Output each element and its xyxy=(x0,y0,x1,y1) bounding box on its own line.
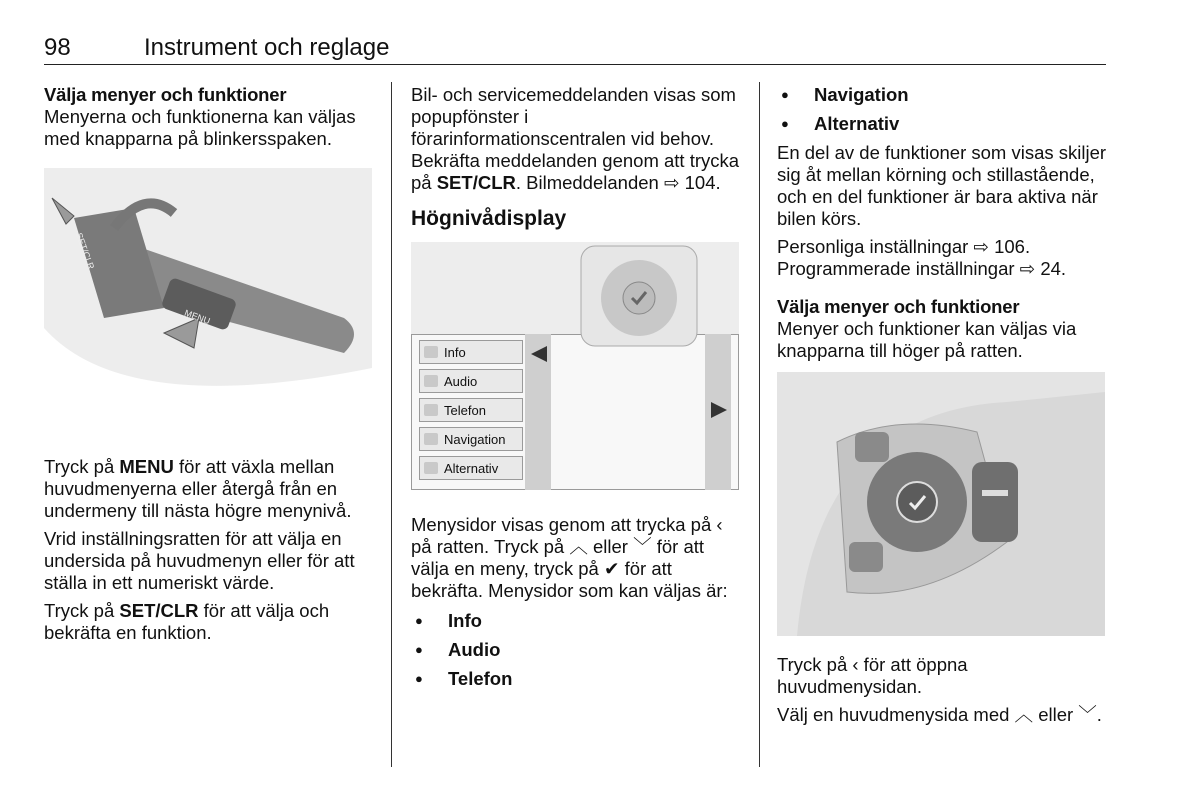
page-number: 98 xyxy=(44,34,71,61)
set-clr-label: SET/CLR xyxy=(73,231,97,271)
paragraph: Menysidor visas genom att trycka på ‹ på ratten. Tryck på ︿ eller ﹀ för att välja en meny, tryck på ✔ för att bekräfta. Menysidor som kan väljas är: xyxy=(411,514,728,601)
list-item: ● Navigation xyxy=(777,84,1107,106)
high-level-display-figure xyxy=(411,242,739,490)
paragraph: Tryck på MENU för att växla mellan huvudmenyerna eller återgå från en undermeny till nästa högre menynivå. xyxy=(44,456,352,521)
set-clr-button-ref: SET/CLR xyxy=(119,600,199,621)
display-menu-item: Info xyxy=(419,340,523,364)
steering-wheel-figure xyxy=(777,372,1105,636)
section-heading: Högnivådisplay xyxy=(411,207,567,230)
lever-illustration xyxy=(44,168,372,436)
paragraph: Personliga inställningar ⇨ 106. Programmerade inställningar ⇨ 24. xyxy=(777,236,1067,279)
display-menu-item: Navigation xyxy=(419,427,523,451)
paragraph: Vrid inställningsratten för att välja en undersida på huvudmenyn eller för att ställa in ett numeriskt värde. xyxy=(44,528,355,593)
arrow-ref-icon: ⇨ xyxy=(663,172,685,193)
column-divider xyxy=(759,82,760,767)
display-graphics xyxy=(411,242,739,490)
column-divider xyxy=(391,82,392,767)
display-menu-item: Alternativ xyxy=(419,456,523,480)
page-header xyxy=(44,30,1106,65)
paragraph: Tryck på SET/CLR för att välja och bekräfta en funktion. xyxy=(44,600,330,643)
list-item: ● Alternativ xyxy=(777,113,1107,135)
list-item: ● Telefon xyxy=(411,668,741,690)
paragraph: Bil- och servicemeddelanden visas som popupfönster i förarinformationscentralen vid behov. Bekräfta meddelanden genom att trycka på SET/CLR. Bilmeddelanden ⇨ 104. xyxy=(411,84,740,193)
menu-label: MENU xyxy=(183,307,212,327)
column-3 xyxy=(777,84,1107,732)
menu-button-ref: MENU xyxy=(119,456,174,477)
menu-page-list xyxy=(777,84,1107,135)
intro-text: Menyer och funktioner kan väljas via knapparna till höger på ratten. xyxy=(777,318,1077,361)
column-2 xyxy=(411,84,741,697)
menu-page-list xyxy=(411,610,741,690)
page-title: Instrument och reglage xyxy=(144,34,390,61)
arrow-ref-icon: ⇨ xyxy=(973,236,995,257)
set-clr-button-ref: SET/CLR xyxy=(436,172,516,193)
display-menu-item: Telefon xyxy=(419,398,523,422)
arrow-ref-icon: ⇨ xyxy=(1019,258,1041,279)
list-item: ● Audio xyxy=(411,639,741,661)
paragraph: Tryck på ‹ för att öppna huvudmenysidan. xyxy=(777,654,968,697)
column-1 xyxy=(44,84,374,650)
turn-signal-lever-figure xyxy=(44,168,372,436)
steering-wheel-illustration xyxy=(777,372,1105,636)
list-item: ● Info xyxy=(411,610,741,632)
paragraph: En del av de funktioner som visas skiljer sig åt mellan körning och stillastående, och en del funktioner är bara aktiva när bilen körs. xyxy=(777,142,1107,229)
section-heading: Välja menyer och funktioner xyxy=(777,296,1020,317)
display-menu-item: Audio xyxy=(419,369,523,393)
paragraph: Välj en huvudmenysida med ︿ eller ﹀. xyxy=(777,704,1102,725)
intro-text: Menyerna och funktionerna kan väljas med knapparna på blinkersspaken. xyxy=(44,106,356,149)
section-heading: Välja menyer och funktioner xyxy=(44,84,287,105)
